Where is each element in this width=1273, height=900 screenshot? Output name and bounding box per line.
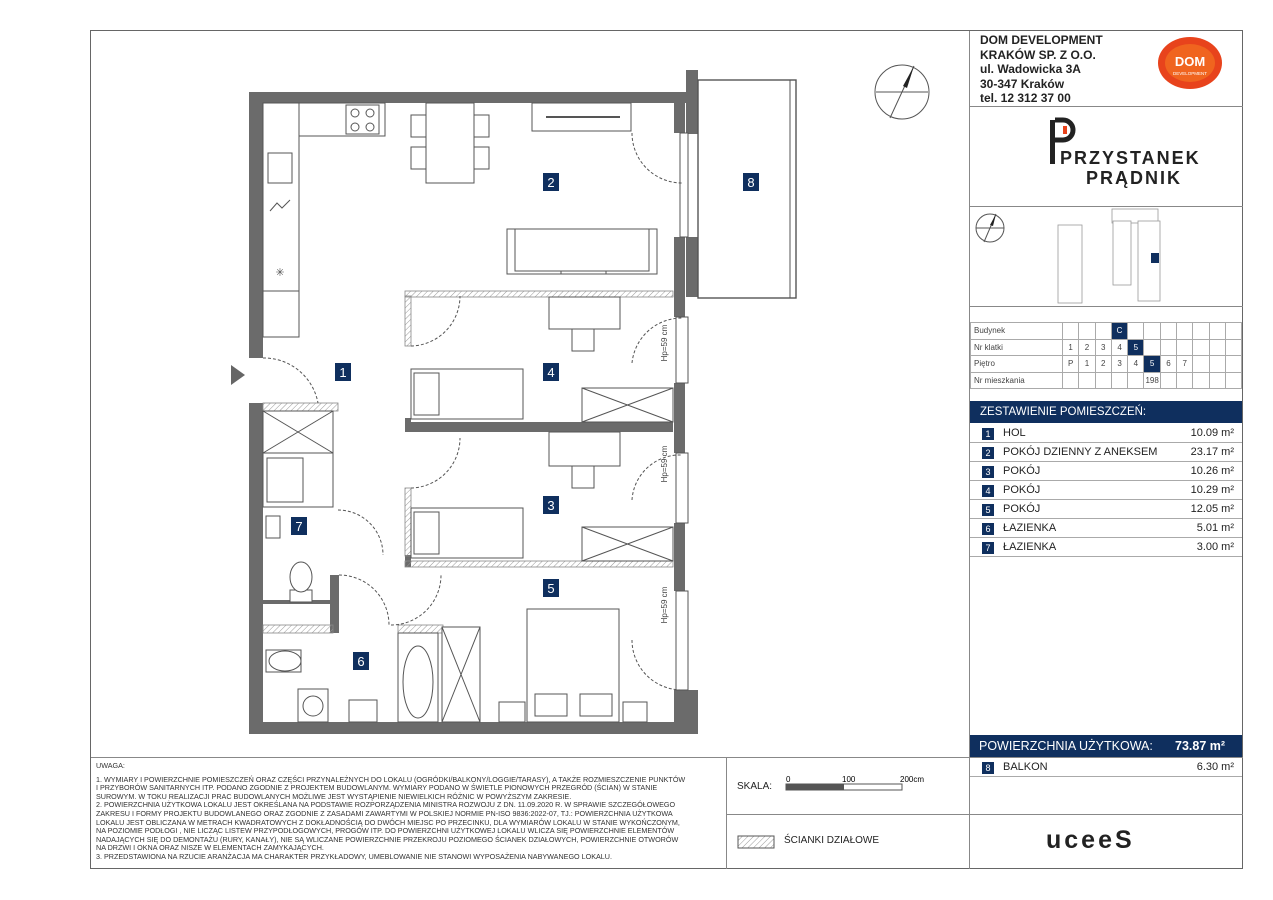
room-area: 10.09 m² [1190, 427, 1234, 439]
company-street: ul. Wadowicka 3A [980, 62, 1081, 76]
room-number-badge: 7 [982, 542, 994, 554]
key-plan [970, 207, 1242, 307]
ventilation-icon: ✳ [275, 267, 285, 279]
project-name-1: PRZYSTANEK [1060, 148, 1201, 168]
room-row [970, 539, 1242, 557]
room-number-badge: 8 [982, 762, 994, 774]
room-number-badge: 5 [982, 504, 994, 516]
room-label-8 [743, 173, 759, 191]
svg-text:100: 100 [842, 775, 856, 784]
floor-cell: P [1063, 356, 1079, 373]
svg-text:DOM: DOM [1174, 54, 1206, 69]
room-area: 10.26 m² [1190, 465, 1234, 477]
stair-cell: 3 [1095, 339, 1111, 356]
window-height-label: Hp=59 cm [660, 445, 669, 483]
svg-text:4: 4 [547, 365, 555, 380]
note-line: 2. POWIERZCHNIA UŻYTKOWA LOKALU JEST OKREŚLANA NA PODSTAWIE ROZPORZĄDZENIA MINISTRA ROZWOJU Z DN. 11.09.2020 R. W SPRAWIE SZCZEGÓŁOWEGO [96, 800, 676, 810]
company-phone: tel. 12 312 37 00 [980, 91, 1071, 105]
stair-cell: 1 [1063, 339, 1079, 356]
room-row [970, 501, 1242, 519]
ucees-logo: uceeS [1046, 826, 1135, 854]
room-name: ŁAZIENKA [1003, 541, 1057, 553]
room-area: 3.00 m² [1196, 541, 1234, 553]
window-height-label: Hp=59 cm [660, 324, 669, 362]
stair-cell: 4 [1111, 339, 1127, 356]
company-info [980, 33, 1103, 106]
location-table [970, 322, 1242, 389]
kitchen-counters [263, 103, 385, 337]
floor-cell: 1 [1079, 356, 1095, 373]
svg-text:3: 3 [547, 498, 555, 513]
svg-text:8: 8 [747, 175, 755, 190]
note-line: ZAKRESU I FORMY PROJEKTU BUDOWLANEGO ORAZ ZGODNIE Z ZASADAMI ZAWARTYMI W POLSKIEJ NORMIE PN-ISO 9836:2022-07, TJ.: POWIERZCHNIA UŻYTKOWA [96, 808, 673, 818]
note-line: I PRZYBORÓW SANITARNYCH ITP. PODANO ZGODNIE Z PROJEKTEM BUDOWLANYM. WYMIARY PODANO W ŚWIETLE PIONOWYCH PRZEGRÓD (ŚCIAN) W STANIE [96, 783, 658, 793]
legend-label: ŚCIANKI DZIAŁOWE [784, 835, 880, 846]
svg-text:6: 6 [357, 654, 365, 669]
room-number-badge: 1 [982, 428, 994, 440]
divider [969, 306, 1243, 307]
total-area-bar [970, 735, 1242, 757]
divider [726, 814, 1243, 815]
room-row [970, 463, 1242, 481]
apartment-location-marker [1151, 253, 1159, 263]
note-line: NA DRZWI I OKNA ORAZ NISZE W ELEMENTACH ZAMYKAJĄCYCH. [96, 843, 324, 853]
room-name: POKÓJ [1003, 465, 1041, 477]
note-line: 3. PRZEDSTAWIONA NA RZUCIE ARANŻACJA MA CHARAKTER PRZYKŁADOWY, UMEBLOWANIE NIE STANOWI WYPOSAŻENIA NABYWANEGO LOKALU. [96, 851, 612, 861]
notes-heading: UWAGA: [96, 761, 125, 770]
divider [969, 106, 1243, 107]
room-label-5 [543, 579, 559, 597]
bathroom7-fixtures [263, 411, 333, 602]
note-line: SUROWYM. W TOKU REALIZACJI PRAC BUDOWLANYCH MOŻLIWE JEST WYSTĄPIENIE NIEWIELKICH RÓŻNIC W POWYŻSZYM ZAKRESIE. [96, 791, 572, 801]
room-label-1 [335, 363, 351, 381]
floor-cell: 7 [1177, 356, 1193, 373]
notes [96, 762, 714, 862]
company-city: 30-347 Kraków [980, 76, 1065, 91]
room-area: 10.29 m² [1190, 484, 1234, 496]
project-name-2: PRĄDNIK [1086, 168, 1183, 188]
room-label-6 [353, 652, 369, 670]
svg-text:DEVELOPMENT: DEVELOPMENT [1172, 71, 1208, 76]
room-name: POKÓJ [1003, 503, 1041, 515]
room-label-2 [543, 173, 559, 191]
svg-text:7: 7 [295, 519, 303, 534]
building-label: Budynek [971, 323, 1063, 340]
building-value: C [1111, 323, 1127, 340]
note-line: 1. WYMIARY I POWIERZCHNIE POMIESZCZEŃ ORAZ CZĘŚCI PRZYNALEŻNYCH DO LOKALU (OGRÓDKI/BALKONY/LOGGIE/TARASY), A TAKŻE ROZMIESZCZENIE PUNKTÓW [96, 774, 686, 784]
svg-text:1: 1 [339, 365, 347, 380]
partition-legend-swatch [738, 836, 774, 848]
building-cell [1079, 323, 1095, 340]
room-row [970, 444, 1242, 462]
room-row [970, 425, 1242, 443]
bathroom6-fixtures [266, 633, 438, 722]
room-label-7 [291, 517, 307, 535]
floor-cell: 6 [1160, 356, 1176, 373]
floor-cell: 3 [1111, 356, 1127, 373]
floor-label: Piętro [971, 356, 1063, 373]
room-number-badge: 2 [982, 447, 994, 459]
company-name: DOM DEVELOPMENT [980, 33, 1103, 47]
room-area: 5.01 m² [1196, 522, 1234, 534]
compass-icon [875, 65, 929, 119]
room-name: POKÓJ [1003, 484, 1041, 496]
svg-text:0: 0 [786, 775, 791, 784]
divider [726, 757, 727, 869]
room5-furniture [442, 609, 647, 722]
room-name: POKÓJ DZIENNY Z ANEKSEM [1003, 446, 1158, 458]
entrance-arrow [231, 365, 245, 385]
scale-label: SKALA: [737, 781, 773, 792]
room-row [970, 520, 1242, 538]
summary-title: ZESTAWIENIE POMIESZCZEŃ: [970, 401, 1242, 423]
total-area-label: POWIERZCHNIA UŻYTKOWA: [979, 739, 1153, 753]
room-label-4 [543, 363, 559, 381]
room-name: HOL [1003, 427, 1026, 439]
note-line: NA POZIOMIE PODŁOGI , NIE LICZĄC LISTEW PRZYPODŁOGOWYCH, PROGÓW ITP. DO POWIERZCHNI UŻYTKOWEJ LOKALU WLICZA SIĘ POWIERZCHNIE ELEMENTÓW [96, 826, 675, 836]
building-cell [1095, 323, 1111, 340]
room-row [970, 482, 1242, 500]
room-number-badge: 3 [982, 466, 994, 478]
room-area: 23.17 m² [1190, 446, 1234, 458]
sofa [507, 229, 657, 274]
note-line: LOKALU JEST OBLICZANA W METRACH KWADRATOWYCH Z DOKŁADNOŚCIĄ DO DWÓCH MIEJSC PO PRZECINKU, DLA WYMIARÓW LOKALU W STANIE WYKOŃCZONYM, [96, 817, 680, 827]
stair-cell: 2 [1079, 339, 1095, 356]
room-area: 12.05 m² [1190, 503, 1234, 515]
stair-cell: 5 [1128, 339, 1144, 356]
svg-text:5: 5 [547, 581, 555, 596]
apartment-number: 198 [1144, 372, 1160, 389]
apartment-label: Nr mieszkania [971, 372, 1063, 389]
room-name: ŁAZIENKA [1003, 522, 1057, 534]
room-number-badge: 4 [982, 485, 994, 497]
building-cell [1063, 323, 1079, 340]
svg-text:2: 2 [547, 175, 555, 190]
balcony-row [970, 759, 1242, 777]
note-line: NADAJĄCYCH SIĘ DO DEMONTAŻU (RURY, KANAŁY), NIE SĄ WLICZANE POWIERZCHNIE PRZEKROJU POZIOMEGO ŚCIANEK DZIAŁOWYCH, POWIERZCHNIE OTWORÓW [96, 834, 679, 844]
company-name-2: KRAKÓW SP. Z O.O. [980, 47, 1096, 62]
floor-cell: 5 [1144, 356, 1160, 373]
dom-development-logo [1156, 35, 1224, 91]
window-height-label: Hp=59 cm [660, 586, 669, 624]
dining-table [411, 103, 489, 183]
room-name: BALKON [1003, 761, 1048, 773]
total-area-value: 73.87 m² [1175, 739, 1226, 753]
room-number-badge: 6 [982, 523, 994, 535]
divider [91, 757, 1243, 758]
floor-cell: 4 [1128, 356, 1144, 373]
svg-text:200cm: 200cm [900, 775, 925, 784]
stair-label: Nr klatki [971, 339, 1063, 356]
room-label-3 [543, 496, 559, 514]
room4-furniture [411, 297, 673, 422]
room-area: 6.30 m² [1196, 761, 1234, 773]
room3-furniture [411, 432, 673, 561]
floor-cell: 2 [1095, 356, 1111, 373]
